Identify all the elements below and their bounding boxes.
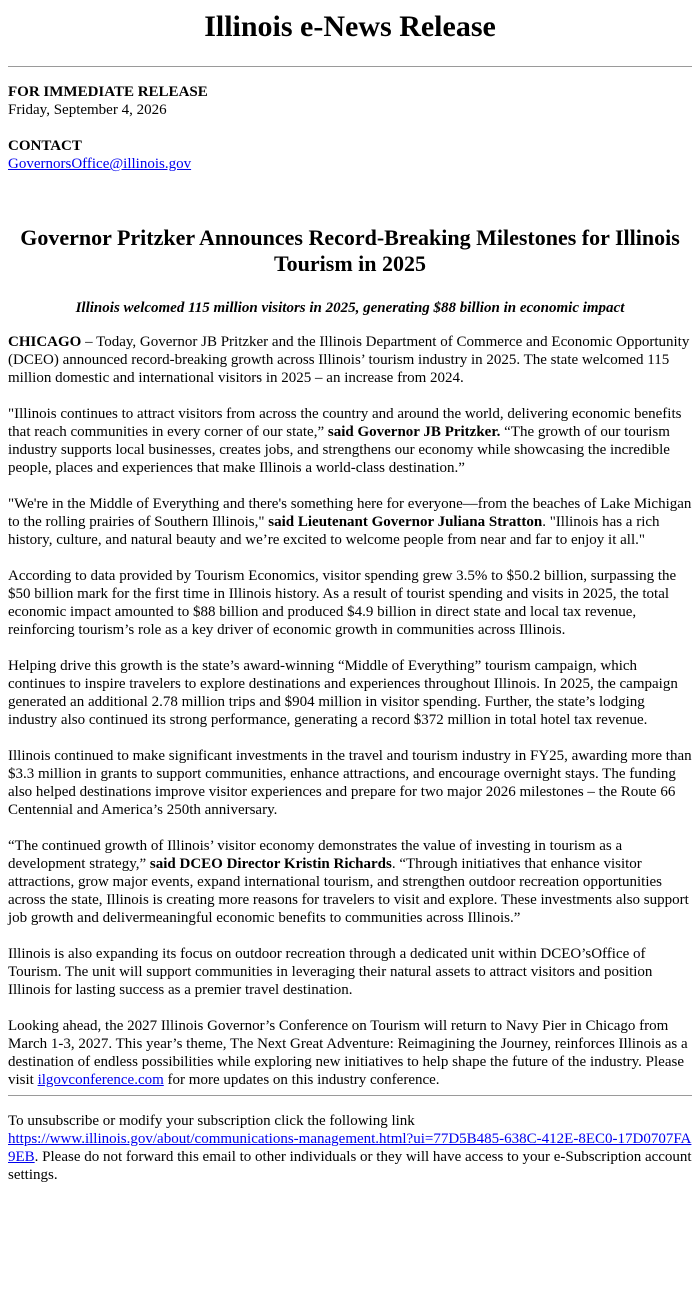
masthead-title: Illinois e-News Release <box>204 10 496 43</box>
attribution-richards: said DCEO Director Kristin Richards <box>149 856 392 872</box>
paragraph-8: Illinois is also expanding its focus on outdoor recreation through a dedicated unit within DCEO’sOffice of Tourism. The unit will support communities in leveraging their natural assets to attract visitors and position Illinois for lasting success as a premier travel destination. <box>8 946 653 998</box>
release-info <box>8 83 692 119</box>
release-label: FOR IMMEDIATE RELEASE <box>8 84 208 100</box>
quote-pritzker-part-1: "Illinois continues to attract visitors from across the country and around the world, delivering economic benefits that reach communities in every corner of our state,” <box>8 406 682 440</box>
unsubscribe-link[interactable]: https://www.illinois.gov/about/communications-management.html?ui=77D5B485-638C-412E-8EC0-17D0707FA9EB <box>8 1131 692 1165</box>
email-page <box>8 0 692 1184</box>
contact-info <box>8 137 692 173</box>
quote-richards-part-2: . “Through initiatives that enhance visitor attractions, grow major events, expand international tourism, and strengthen outdoor recreation opportunities across the state, Illinois is creating more reasons for travelers to visit and explore. These investments also support job growth and delivermeaningful economic benefits to communities across Illinois.” <box>8 856 689 926</box>
paragraph-2 <box>8 405 692 477</box>
conference-link[interactable]: ilgovconference.com <box>37 1072 164 1088</box>
footer-divider <box>8 1095 692 1096</box>
paragraph-9 <box>8 1017 692 1089</box>
headline: Governor Pritzker Announces Record-Breaking Milestones for Illinois Tourism in 2025 <box>20 225 680 276</box>
subheadline: Illinois welcomed 115 million visitors in 2025, generating $88 billion in economic impact <box>75 300 625 316</box>
footer-intro: To unsubscribe or modify your subscription click the following link <box>8 1113 415 1129</box>
paragraph-9-text-1: Looking ahead, the 2027 Illinois Governor’s Conference on Tourism will return to Navy Pier in Chicago from March 1-3, 2027. This year’s theme, The Next Great Adventure: Reimagining the Journey, reinforces Illinois as a destination of endless possibilities while exploring new initiatives to help shape the future of the industry. Please visit <box>8 1018 688 1088</box>
paragraph-4: According to data provided by Tourism Economics, visitor spending grew 3.5% to $50.2 billion, surpassing the $50 billion mark for the first time in Illinois history. As a result of tourist spending and visits in 2025, the total economic impact amounted to $88 billion and produced $4.9 billion in direct state and local tax revenue, reinforcing tourism’s role as a key driver of economic growth in communities across Illinois. <box>8 568 677 638</box>
paragraph-3 <box>8 495 692 549</box>
dateline: CHICAGO <box>8 334 82 350</box>
paragraph-1 <box>8 333 692 387</box>
paragraph-6: Illinois continued to make significant investments in the travel and tourism industry in FY25, awarding more than $3.3 million in grants to support communities, enhance attractions, and encourage overnight stays. The funding also helped destinations improve visitor experiences and prepare for two major 2026 milestones – the Route 66 Centennial and America’s 250th anniversary. <box>8 748 692 818</box>
quote-stratton-part-1: "We're in the Middle of Everything and there's something here for everyone—from the beaches of Lake Michigan to the rolling prairies of Southern Illinois," <box>8 496 692 530</box>
paragraph-9-text-2: for more updates on this industry conference. <box>163 1072 440 1088</box>
quote-pritzker-part-2: “The growth of our tourism industry supports local businesses, creates jobs, and strengthens our economy while showcasing the incredible people, places and experiences that make Illinois a world-class destination.” <box>8 424 670 476</box>
quote-richards-part-1: “The continued growth of Illinois’ visitor economy demonstrates the value of investing in tourism as a development strategy,” <box>8 838 623 872</box>
paragraph-5: Helping drive this growth is the state’s award-winning “Middle of Everything” tourism campaign, which continues to inspire travelers to explore destinations and experiences throughout Illinois. In 2025, the campaign generated an additional 2.78 million trips and $904 million in visitor spending. Further, the state’s lodging industry also continued its strong performance, generating a record $372 million in total hotel tax revenue. <box>8 658 678 728</box>
paragraph-7 <box>8 837 692 927</box>
paragraph-1-text: – Today, Governor JB Pritzker and the Illinois Department of Commerce and Economic Opportunity (DCEO) announced record-breaking growth across Illinois’ tourism industry in 2025. The state welcomed 115 million domestic and international visitors in 2025 – an increase from 2024. <box>8 334 690 386</box>
header-divider <box>8 66 692 67</box>
attribution-pritzker: said Governor JB Pritzker. <box>327 424 501 440</box>
contact-email-link[interactable]: GovernorsOffice@illinois.gov <box>8 156 192 172</box>
footer-unsubscribe <box>8 1112 692 1184</box>
contact-label: CONTACT <box>8 138 82 154</box>
quote-stratton-part-2: . "Illinois has a rich history, culture, and natural beauty and we’re excited to welcome people from near and far to enjoy it all." <box>8 514 660 548</box>
footer-outro: . Please do not forward this email to other individuals or they will have access to your e-Subscription account settings. <box>8 1149 692 1183</box>
attribution-stratton: said Lieutenant Governor Juliana Stratton <box>268 514 543 530</box>
release-date: Friday, September 4, 2026 <box>8 102 167 118</box>
